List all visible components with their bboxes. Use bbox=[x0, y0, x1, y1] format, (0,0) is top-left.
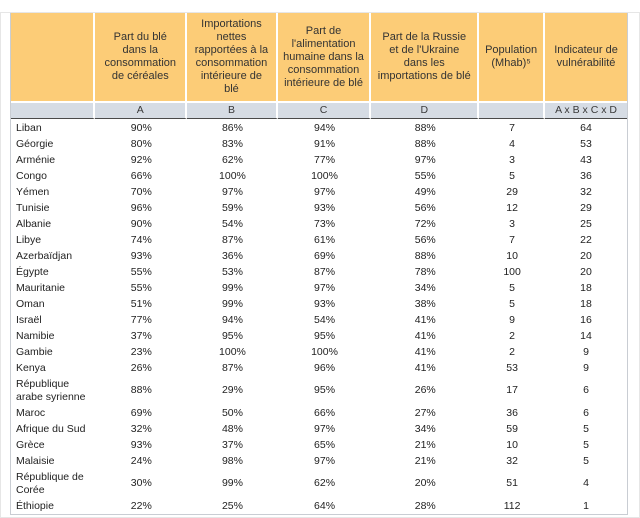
value-cell-indicator: 32 bbox=[545, 184, 627, 200]
value-cell-population: 53 bbox=[479, 360, 545, 376]
value-cell-col-a: 69% bbox=[95, 405, 187, 421]
table-row bbox=[11, 136, 627, 152]
value-cell-population: 29 bbox=[479, 184, 545, 200]
value-cell-indicator: 5 bbox=[545, 437, 627, 453]
value-cell-population: 3 bbox=[479, 152, 545, 168]
value-cell-indicator: 53 bbox=[545, 136, 627, 152]
country-cell: Oman bbox=[11, 296, 95, 312]
value-cell-col-c: 94% bbox=[278, 119, 372, 136]
value-cell-col-a: 93% bbox=[95, 248, 187, 264]
value-cell-indicator: 9 bbox=[545, 344, 627, 360]
column-key-indicator: A x B x C x D bbox=[545, 101, 627, 119]
table-row bbox=[11, 437, 627, 453]
table-row bbox=[11, 296, 627, 312]
value-cell-col-b: 99% bbox=[187, 296, 278, 312]
table-row bbox=[11, 264, 627, 280]
value-cell-col-b: 98% bbox=[187, 453, 278, 469]
value-cell-col-c: 65% bbox=[278, 437, 372, 453]
value-cell-indicator: 25 bbox=[545, 216, 627, 232]
value-cell-col-d: 41% bbox=[371, 344, 479, 360]
country-cell: Azerbaïdjan bbox=[11, 248, 95, 264]
value-cell-col-d: 78% bbox=[371, 264, 479, 280]
column-header-col-a: Part du blé dans la consommation de céréales bbox=[95, 13, 187, 101]
table-row bbox=[11, 152, 627, 168]
value-cell-col-d: 55% bbox=[371, 168, 479, 184]
value-cell-col-c: 87% bbox=[278, 264, 372, 280]
value-cell-col-c: 93% bbox=[278, 296, 372, 312]
country-cell: Mauritanie bbox=[11, 280, 95, 296]
value-cell-population: 112 bbox=[479, 498, 545, 514]
table-row bbox=[11, 200, 627, 216]
value-cell-col-d: 21% bbox=[371, 437, 479, 453]
value-cell-col-d: 88% bbox=[371, 248, 479, 264]
value-cell-population: 36 bbox=[479, 405, 545, 421]
value-cell-col-b: 62% bbox=[187, 152, 278, 168]
value-cell-col-d: 34% bbox=[371, 280, 479, 296]
country-cell: République arabe syrienne bbox=[11, 376, 95, 405]
value-cell-indicator: 29 bbox=[545, 200, 627, 216]
value-cell-col-c: 77% bbox=[278, 152, 372, 168]
value-cell-col-d: 28% bbox=[371, 498, 479, 514]
table-row bbox=[11, 498, 627, 514]
column-header-col-d: Part de la Russie et de l'Ukraine dans les importations de blé bbox=[371, 13, 479, 101]
value-cell-population: 5 bbox=[479, 168, 545, 184]
value-cell-population: 32 bbox=[479, 453, 545, 469]
value-cell-population: 5 bbox=[479, 280, 545, 296]
country-cell: Maroc bbox=[11, 405, 95, 421]
value-cell-col-a: 90% bbox=[95, 216, 187, 232]
value-cell-col-c: 95% bbox=[278, 376, 372, 405]
table-body bbox=[11, 119, 627, 514]
value-cell-population: 10 bbox=[479, 248, 545, 264]
value-cell-indicator: 9 bbox=[545, 360, 627, 376]
value-cell-col-b: 25% bbox=[187, 498, 278, 514]
value-cell-col-a: 70% bbox=[95, 184, 187, 200]
value-cell-col-b: 87% bbox=[187, 232, 278, 248]
value-cell-col-c: 91% bbox=[278, 136, 372, 152]
value-cell-indicator: 6 bbox=[545, 376, 627, 405]
value-cell-col-b: 95% bbox=[187, 328, 278, 344]
value-cell-indicator: 43 bbox=[545, 152, 627, 168]
table-header bbox=[11, 13, 627, 119]
value-cell-col-b: 99% bbox=[187, 280, 278, 296]
value-cell-col-d: 26% bbox=[371, 376, 479, 405]
value-cell-col-d: 88% bbox=[371, 119, 479, 136]
value-cell-col-a: 23% bbox=[95, 344, 187, 360]
value-cell-population: 4 bbox=[479, 136, 545, 152]
value-cell-col-b: 54% bbox=[187, 216, 278, 232]
value-cell-col-c: 97% bbox=[278, 280, 372, 296]
value-cell-population: 7 bbox=[479, 232, 545, 248]
value-cell-col-b: 37% bbox=[187, 437, 278, 453]
value-cell-col-b: 36% bbox=[187, 248, 278, 264]
value-cell-col-a: 77% bbox=[95, 312, 187, 328]
country-cell: Géorgie bbox=[11, 136, 95, 152]
header-row bbox=[11, 13, 627, 101]
value-cell-population: 12 bbox=[479, 200, 545, 216]
value-cell-col-c: 73% bbox=[278, 216, 372, 232]
table-row bbox=[11, 376, 627, 405]
table-row bbox=[11, 469, 627, 498]
value-cell-col-b: 29% bbox=[187, 376, 278, 405]
country-cell: Albanie bbox=[11, 216, 95, 232]
value-cell-indicator: 14 bbox=[545, 328, 627, 344]
value-cell-col-c: 64% bbox=[278, 498, 372, 514]
value-cell-col-c: 93% bbox=[278, 200, 372, 216]
value-cell-col-b: 97% bbox=[187, 184, 278, 200]
value-cell-col-c: 54% bbox=[278, 312, 372, 328]
table-row bbox=[11, 405, 627, 421]
table-row bbox=[11, 360, 627, 376]
value-cell-col-a: 92% bbox=[95, 152, 187, 168]
value-cell-col-d: 41% bbox=[371, 328, 479, 344]
value-cell-population: 9 bbox=[479, 312, 545, 328]
value-cell-col-a: 88% bbox=[95, 376, 187, 405]
value-cell-col-c: 69% bbox=[278, 248, 372, 264]
value-cell-population: 2 bbox=[479, 328, 545, 344]
column-key-country bbox=[11, 101, 95, 119]
value-cell-indicator: 22 bbox=[545, 232, 627, 248]
value-cell-col-a: 90% bbox=[95, 119, 187, 136]
value-cell-indicator: 5 bbox=[545, 453, 627, 469]
value-cell-col-a: 55% bbox=[95, 264, 187, 280]
value-cell-col-d: 56% bbox=[371, 200, 479, 216]
table-row bbox=[11, 280, 627, 296]
country-cell: Kenya bbox=[11, 360, 95, 376]
table-row bbox=[11, 328, 627, 344]
value-cell-col-c: 95% bbox=[278, 328, 372, 344]
value-cell-col-a: 93% bbox=[95, 437, 187, 453]
value-cell-col-c: 100% bbox=[278, 344, 372, 360]
column-header-population: Population (Mhab)⁵ bbox=[479, 13, 545, 101]
column-key-col-c: C bbox=[278, 101, 372, 119]
table-row bbox=[11, 344, 627, 360]
column-key-col-a: A bbox=[95, 101, 187, 119]
value-cell-indicator: 5 bbox=[545, 421, 627, 437]
country-cell: République de Corée bbox=[11, 469, 95, 498]
country-cell: Afrique du Sud bbox=[11, 421, 95, 437]
column-header-col-b: Importations nettes rapportées à la consommation intérieure de blé bbox=[187, 13, 278, 101]
value-cell-col-a: 24% bbox=[95, 453, 187, 469]
table-row bbox=[11, 312, 627, 328]
value-cell-col-b: 94% bbox=[187, 312, 278, 328]
value-cell-col-b: 59% bbox=[187, 200, 278, 216]
value-cell-col-a: 96% bbox=[95, 200, 187, 216]
value-cell-col-a: 26% bbox=[95, 360, 187, 376]
value-cell-col-b: 100% bbox=[187, 168, 278, 184]
value-cell-indicator: 4 bbox=[545, 469, 627, 498]
subheader-row bbox=[11, 101, 627, 119]
table-row bbox=[11, 453, 627, 469]
value-cell-col-d: 56% bbox=[371, 232, 479, 248]
value-cell-population: 3 bbox=[479, 216, 545, 232]
value-cell-indicator: 64 bbox=[545, 119, 627, 136]
value-cell-col-c: 62% bbox=[278, 469, 372, 498]
value-cell-col-d: 97% bbox=[371, 152, 479, 168]
value-cell-col-b: 86% bbox=[187, 119, 278, 136]
value-cell-col-c: 61% bbox=[278, 232, 372, 248]
value-cell-population: 5 bbox=[479, 296, 545, 312]
value-cell-col-a: 74% bbox=[95, 232, 187, 248]
value-cell-col-a: 37% bbox=[95, 328, 187, 344]
country-cell: Namibie bbox=[11, 328, 95, 344]
column-header-col-c: Part de l'alimentation humaine dans la consommation intérieure de blé bbox=[278, 13, 372, 101]
table-row bbox=[11, 248, 627, 264]
value-cell-col-a: 55% bbox=[95, 280, 187, 296]
column-header-country bbox=[11, 13, 95, 101]
country-cell: Yémen bbox=[11, 184, 95, 200]
value-cell-col-c: 100% bbox=[278, 168, 372, 184]
value-cell-col-a: 80% bbox=[95, 136, 187, 152]
value-cell-population: 100 bbox=[479, 264, 545, 280]
country-cell: Liban bbox=[11, 119, 95, 136]
value-cell-col-b: 87% bbox=[187, 360, 278, 376]
table-row bbox=[11, 421, 627, 437]
value-cell-col-b: 50% bbox=[187, 405, 278, 421]
value-cell-col-b: 83% bbox=[187, 136, 278, 152]
country-cell: Tunisie bbox=[11, 200, 95, 216]
country-cell: Libye bbox=[11, 232, 95, 248]
value-cell-col-d: 88% bbox=[371, 136, 479, 152]
table-row bbox=[11, 168, 627, 184]
country-cell: Gambie bbox=[11, 344, 95, 360]
value-cell-population: 10 bbox=[479, 437, 545, 453]
value-cell-indicator: 1 bbox=[545, 498, 627, 514]
table-row bbox=[11, 232, 627, 248]
value-cell-col-a: 30% bbox=[95, 469, 187, 498]
country-cell: Malaisie bbox=[11, 453, 95, 469]
value-cell-col-b: 100% bbox=[187, 344, 278, 360]
value-cell-indicator: 16 bbox=[545, 312, 627, 328]
column-key-col-d: D bbox=[371, 101, 479, 119]
value-cell-col-d: 49% bbox=[371, 184, 479, 200]
column-header-indicator: Indicateur de vulnérabilité bbox=[545, 13, 627, 101]
value-cell-col-b: 99% bbox=[187, 469, 278, 498]
value-cell-col-c: 97% bbox=[278, 421, 372, 437]
country-cell: Congo bbox=[11, 168, 95, 184]
value-cell-col-d: 72% bbox=[371, 216, 479, 232]
value-cell-col-d: 38% bbox=[371, 296, 479, 312]
value-cell-col-b: 53% bbox=[187, 264, 278, 280]
table-row bbox=[11, 119, 627, 136]
value-cell-indicator: 6 bbox=[545, 405, 627, 421]
value-cell-col-d: 21% bbox=[371, 453, 479, 469]
table-row bbox=[11, 184, 627, 200]
country-cell: Grèce bbox=[11, 437, 95, 453]
value-cell-col-a: 22% bbox=[95, 498, 187, 514]
value-cell-population: 2 bbox=[479, 344, 545, 360]
column-key-col-b: B bbox=[187, 101, 278, 119]
value-cell-col-a: 51% bbox=[95, 296, 187, 312]
value-cell-col-c: 97% bbox=[278, 184, 372, 200]
column-key-population bbox=[479, 101, 545, 119]
value-cell-col-d: 41% bbox=[371, 312, 479, 328]
value-cell-indicator: 36 bbox=[545, 168, 627, 184]
value-cell-col-c: 66% bbox=[278, 405, 372, 421]
country-cell: Égypte bbox=[11, 264, 95, 280]
value-cell-col-c: 96% bbox=[278, 360, 372, 376]
vulnerability-table bbox=[10, 12, 628, 515]
value-cell-indicator: 18 bbox=[545, 296, 627, 312]
value-cell-col-d: 34% bbox=[371, 421, 479, 437]
value-cell-population: 59 bbox=[479, 421, 545, 437]
value-cell-col-b: 48% bbox=[187, 421, 278, 437]
country-cell: Israël bbox=[11, 312, 95, 328]
value-cell-indicator: 20 bbox=[545, 264, 627, 280]
country-cell: Éthiopie bbox=[11, 498, 95, 514]
value-cell-col-d: 41% bbox=[371, 360, 479, 376]
value-cell-indicator: 20 bbox=[545, 248, 627, 264]
value-cell-population: 17 bbox=[479, 376, 545, 405]
value-cell-col-a: 66% bbox=[95, 168, 187, 184]
value-cell-indicator: 18 bbox=[545, 280, 627, 296]
value-cell-col-d: 20% bbox=[371, 469, 479, 498]
value-cell-col-a: 32% bbox=[95, 421, 187, 437]
value-cell-col-c: 97% bbox=[278, 453, 372, 469]
value-cell-col-d: 27% bbox=[371, 405, 479, 421]
value-cell-population: 7 bbox=[479, 119, 545, 136]
table-row bbox=[11, 216, 627, 232]
value-cell-population: 51 bbox=[479, 469, 545, 498]
country-cell: Arménie bbox=[11, 152, 95, 168]
